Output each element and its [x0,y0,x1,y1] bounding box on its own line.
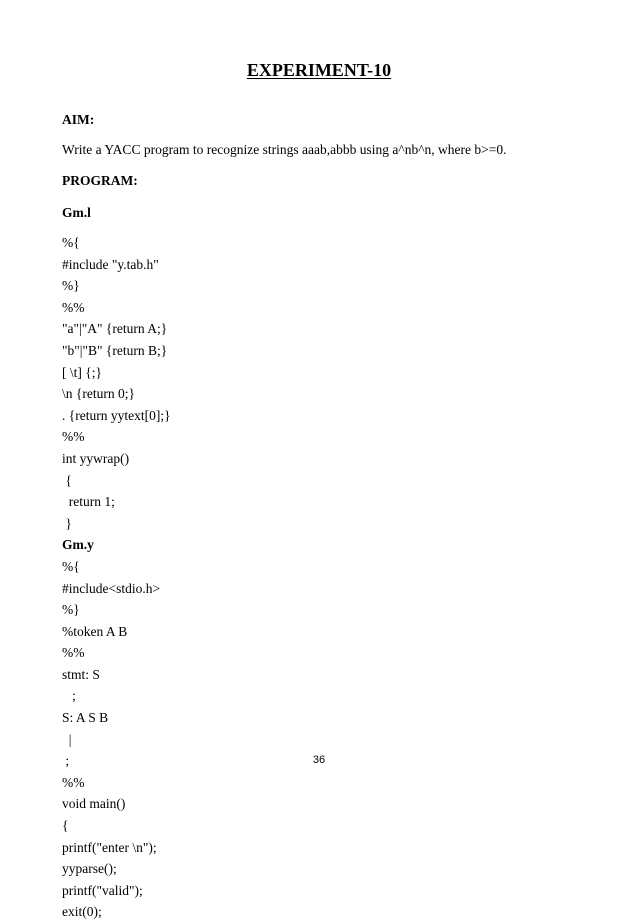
code-line: %% [62,429,85,445]
code-line: stmt: S [62,666,100,682]
code-line: %token A B [62,623,128,639]
code-line: ; [62,688,76,704]
code-line: } [62,515,72,531]
code-line: %} [62,602,80,618]
code-line: %% [62,645,85,661]
code-listing [62,232,171,923]
code-line: %} [62,278,80,294]
code-line: return 1; [62,494,115,510]
code-line: %{ [62,558,80,574]
file-heading-gm-l: Gm.l [62,205,91,220]
code-line: . {return yytext[0];} [62,407,171,423]
aim-text: Write a YACC program to recognize strings aaab,abbb using a^nb^n, where b>=0. [62,142,507,157]
page-title: EXPERIMENT-10 [246,60,392,80]
code-line: S: A S B [62,710,109,726]
code-line: ; [62,753,70,769]
code-line: { [62,472,72,488]
program-heading: PROGRAM: [62,173,138,188]
code-line: "a"|"A" {return A;} [62,321,168,337]
aim-heading: AIM: [62,112,95,127]
code-line: \n {return 0;} [62,386,135,402]
page-number: 36 [312,754,326,766]
file-heading: Gm.y [62,537,94,553]
code-line: %% [62,299,85,315]
code-line: %% [62,774,85,790]
code-line: { [62,818,69,834]
code-line: [ \t] {;} [62,364,102,380]
code-line: #include "y.tab.h" [62,256,159,272]
code-line: #include<stdio.h> [62,580,161,596]
code-line: printf("valid"); [62,882,143,898]
code-line: yyparse(); [62,861,117,877]
code-line: exit(0); [62,904,102,920]
code-line: int yywrap() [62,450,130,466]
code-line: "b"|"B" {return B;} [62,342,168,358]
code-line: %{ [62,235,80,250]
code-line: void main() [62,796,126,812]
code-line: | [62,731,72,747]
code-line: printf("enter \n"); [62,839,157,855]
